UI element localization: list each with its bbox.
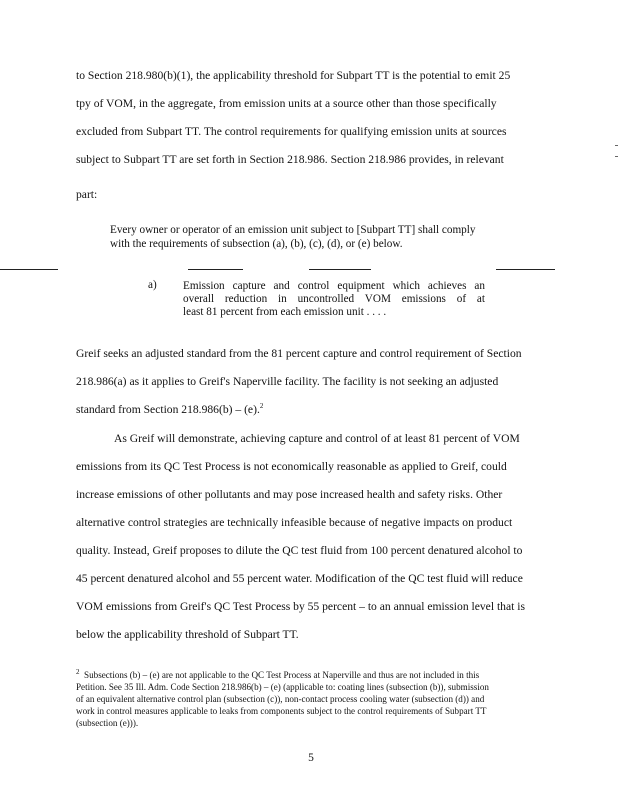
text-span: standard from Section 218.986(b) – (e). [76,403,260,416]
rule-line [188,269,243,270]
subsection-line: overall reduction in uncontrolled VOM emissions of at [183,293,485,305]
text-line: VOM emissions from Greif's QC Test Process by 55 percent – to an annual emission level that is [76,600,525,613]
text-line [76,403,556,417]
subsection-marker: a) [148,279,157,291]
rule-line [496,269,555,270]
text-line: below the applicability threshold of Subpart TT. [76,628,299,641]
text-line: tpy of VOM, in the aggregate, from emission units at a source other than those specifically [76,97,497,110]
text-line: 45 percent denatured alcohol and 55 percent water. Modification of the QC test fluid will reduce [76,572,523,585]
footnote-line: (subsection (e))). [76,718,139,728]
footnote-marker: 2 [76,667,80,676]
text-line: emissions from its QC Test Process is not economically reasonable as applied to Greif, could [76,460,507,473]
footnote-line: of an equivalent alternative control plan (subsection (c)), non-contact process cooling water (subsection (d)) and [76,694,485,704]
text-line: increase emissions of other pollutants and may pose increased health and safety risks. Other [76,488,503,501]
text-line: subject to Subpart TT are set forth in Section 218.986. Section 218.986 provides, in relevant [76,153,504,166]
quote-line: Every owner or operator of an emission unit subject to [Subpart TT] shall comply [110,224,476,236]
footnote-line: Petition. See 35 Ill. Adm. Code Section 218.986(b) – (e) (applicable to: coating lines (subsection (b)), submission [76,682,489,692]
subsection-line: Emission capture and control equipment which achieves an [183,280,485,292]
text-line: As Greif will demonstrate, achieving capture and control of at least 81 percent of VOM [114,432,520,445]
rule-line [0,269,58,270]
text-line: Greif seeks an adjusted standard from the 81 percent capture and control requirement of Section [76,347,522,360]
text-span: Subsections (b) – (e) are not applicable to the QC Test Process at Naperville and thus are not included in this [84,670,480,680]
scan-mark [615,156,618,157]
text-line: 218.986(a) as it applies to Greif's Naperville facility. The facility is not seeking an adjusted [76,375,499,388]
quote-line: with the requirements of subsection (a), (b), (c), (d), or (e) below. [110,238,403,250]
text-line: part: [76,188,98,201]
page-number: 5 [308,752,314,764]
footnote-line: work in control measures applicable to leaks from components subject to the control requirements of Subpart TT [76,706,487,716]
text-line: quality. Instead, Greif proposes to dilute the QC test fluid from 100 percent denatured alcohol to [76,544,523,557]
footnote-line [76,669,556,681]
scan-mark [615,145,618,146]
text-line: excluded from Subpart TT. The control requirements for qualifying emission units at sources [76,125,507,138]
text-line: alternative control strategies are technically infeasible because of negative impacts on product [76,516,513,529]
rule-line [309,269,371,270]
text-line: to Section 218.980(b)(1), the applicability threshold for Subpart TT is the potential to emit 25 [76,69,511,82]
footnote-reference[interactable]: 2 [259,402,264,411]
subsection-line: least 81 percent from each emission unit . . . . [183,306,387,318]
